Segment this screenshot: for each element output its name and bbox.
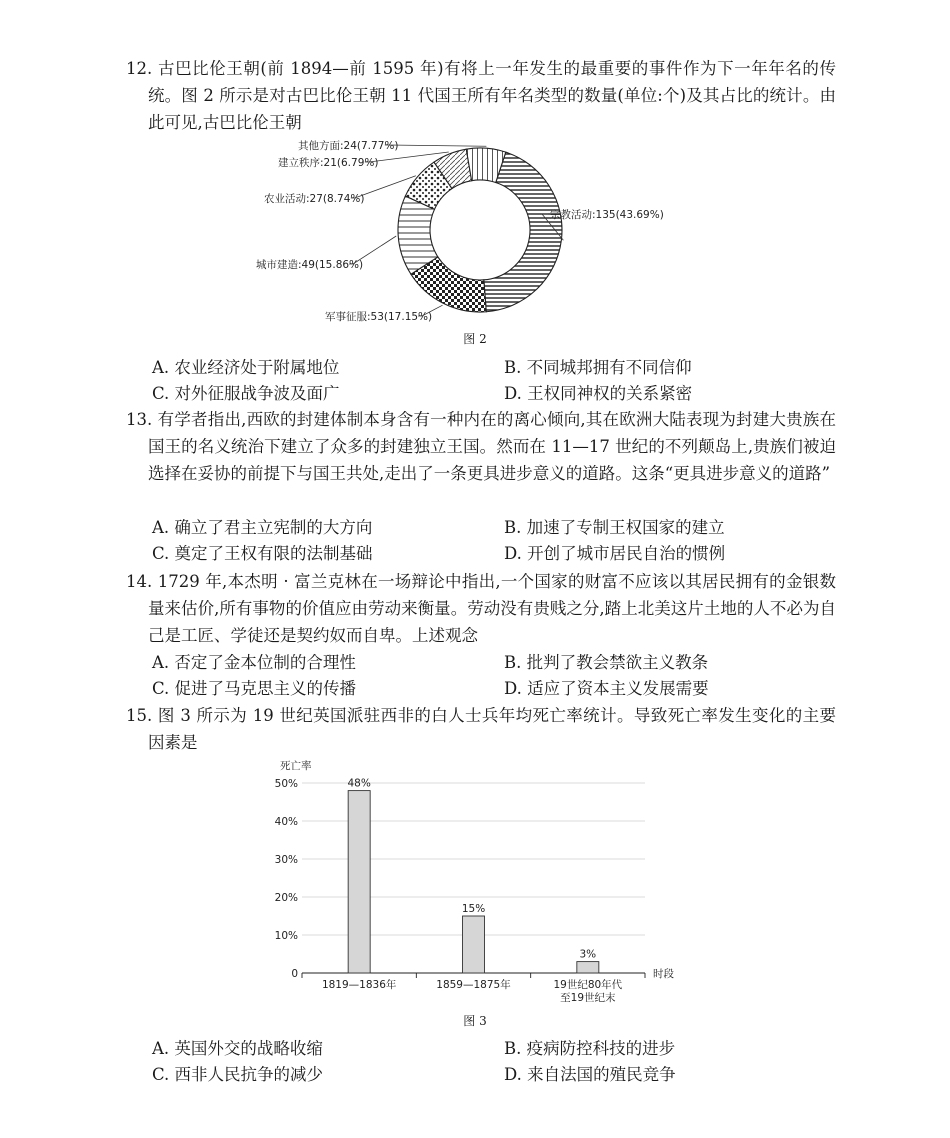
option-a[interactable]: A. 确立了君主立宪制的大方向 bbox=[152, 518, 373, 537]
question-12-options bbox=[152, 355, 842, 407]
option-c[interactable]: C. 奠定了王权有限的法制基础 bbox=[152, 544, 373, 563]
question-14-options bbox=[152, 650, 842, 702]
y-tick-label: 20% bbox=[274, 892, 298, 904]
question-14 bbox=[126, 568, 836, 649]
question-15 bbox=[126, 702, 836, 756]
x-axis-label: 时段 bbox=[653, 968, 674, 980]
option-b[interactable]: B. 不同城邦拥有不同信仰 bbox=[504, 358, 692, 377]
option-c[interactable]: C. 西非人民抗争的减少 bbox=[152, 1065, 324, 1084]
option-c[interactable]: C. 促进了马克思主义的传播 bbox=[152, 679, 357, 698]
option-c[interactable]: C. 对外征服战争波及面广 bbox=[152, 384, 340, 403]
option-a[interactable]: A. 否定了金本位制的合理性 bbox=[152, 653, 356, 672]
figure-2-caption: 图 2 bbox=[463, 332, 487, 346]
question-15-stem: 15. 图 3 所示为 19 世纪英国派驻西非的白人士兵年均死亡率统计。导致死亡率发生变化的主要因素是 bbox=[126, 706, 836, 752]
y-tick-label: 50% bbox=[274, 778, 298, 790]
x-tick-label-2: 19世纪80年代 bbox=[553, 979, 623, 991]
option-a[interactable]: A. 农业经济处于附属地位 bbox=[152, 358, 340, 377]
donut-chart-figure-2 bbox=[250, 140, 710, 330]
question-12 bbox=[126, 55, 836, 136]
x-tick-label-2: 至19世纪末 bbox=[560, 992, 616, 1004]
option-b[interactable]: B. 加速了专制王权国家的建立 bbox=[504, 518, 725, 537]
option-d[interactable]: D. 开创了城市居民自治的惯例 bbox=[504, 544, 726, 563]
donut-label-1: 军事征服:53(17.15%) bbox=[325, 311, 433, 323]
option-d[interactable]: D. 适应了资本主义发展需要 bbox=[504, 679, 709, 698]
donut-label-5: 其他方面:24(7.77%) bbox=[298, 140, 399, 152]
x-tick-label-1: 1859—1875年 bbox=[436, 979, 511, 991]
x-tick-label-0: 1819—1836年 bbox=[321, 979, 397, 991]
bar-0 bbox=[348, 791, 370, 973]
donut-label-3: 农业活动:27(8.74%) bbox=[264, 193, 365, 205]
question-15-options bbox=[152, 1036, 842, 1088]
option-d[interactable]: D. 王权同神权的关系紧密 bbox=[504, 384, 693, 403]
donut-leader-5 bbox=[385, 145, 487, 146]
y-axis-label: 死亡率 bbox=[280, 760, 312, 772]
question-13-stem: 13. 有学者指出,西欧的封建体制本身含有一种内在的离心倾向,其在欧洲大陆表现为封建大贵族在国王的名义统治下建立了众多的封建独立王国。然而在 11—17 世纪的不列颠岛上,贵族们被迫选择在妥协的前提下与国王共处,走出了一条更具进步意义的道路。这条“更具进步意义的道路” bbox=[126, 410, 836, 483]
bar-2 bbox=[577, 962, 599, 973]
option-b[interactable]: B. 批判了教会禁欲主义教条 bbox=[504, 653, 709, 672]
bar-1 bbox=[463, 916, 485, 973]
figure-3-caption: 图 3 bbox=[463, 1014, 487, 1028]
bar-chart-figure-3 bbox=[260, 755, 690, 1010]
y-tick-label: 40% bbox=[274, 816, 298, 828]
question-13-options bbox=[152, 515, 842, 567]
question-13 bbox=[126, 406, 836, 487]
donut-label-0: 宗教活动:135(43.69%) bbox=[550, 209, 664, 221]
donut-label-2: 城市建造:49(15.86%) bbox=[256, 259, 364, 271]
bar-value-label-1: 15% bbox=[461, 903, 486, 915]
option-b[interactable]: B. 疫病防控科技的进步 bbox=[504, 1039, 676, 1058]
bar-value-label-0: 48% bbox=[347, 777, 371, 790]
y-tick-label: 10% bbox=[274, 930, 298, 942]
question-14-stem: 14. 1729 年,本杰明 · 富兰克林在一场辩论中指出,一个国家的财富不应该以其居民拥有的金银数量来估价,所有事物的价值应由劳动来衡量。劳动没有贵贱之分,踏上北美这片土地的人不必为自己是工匠、学徒还是契约奴而自卑。上述观念 bbox=[126, 572, 836, 645]
donut-label-4: 建立秩序:21(6.79%) bbox=[278, 157, 379, 169]
option-a[interactable]: A. 英国外交的战略收缩 bbox=[152, 1039, 323, 1058]
option-d[interactable]: D. 来自法国的殖民竞争 bbox=[504, 1065, 676, 1084]
bar-value-label-2: 3% bbox=[579, 948, 597, 961]
y-tick-label: 0 bbox=[291, 968, 298, 980]
y-tick-label: 30% bbox=[274, 854, 298, 866]
question-12-stem: 12. 古巴比伦王朝(前 1894—前 1595 年)有将上一年发生的最重要的事件作为下一年年名的传统。图 2 所示是对古巴比伦王朝 11 代国王所有年名类型的数量(单位:个)及其占比的统计。由此可见,古巴比伦王朝 bbox=[126, 59, 836, 132]
